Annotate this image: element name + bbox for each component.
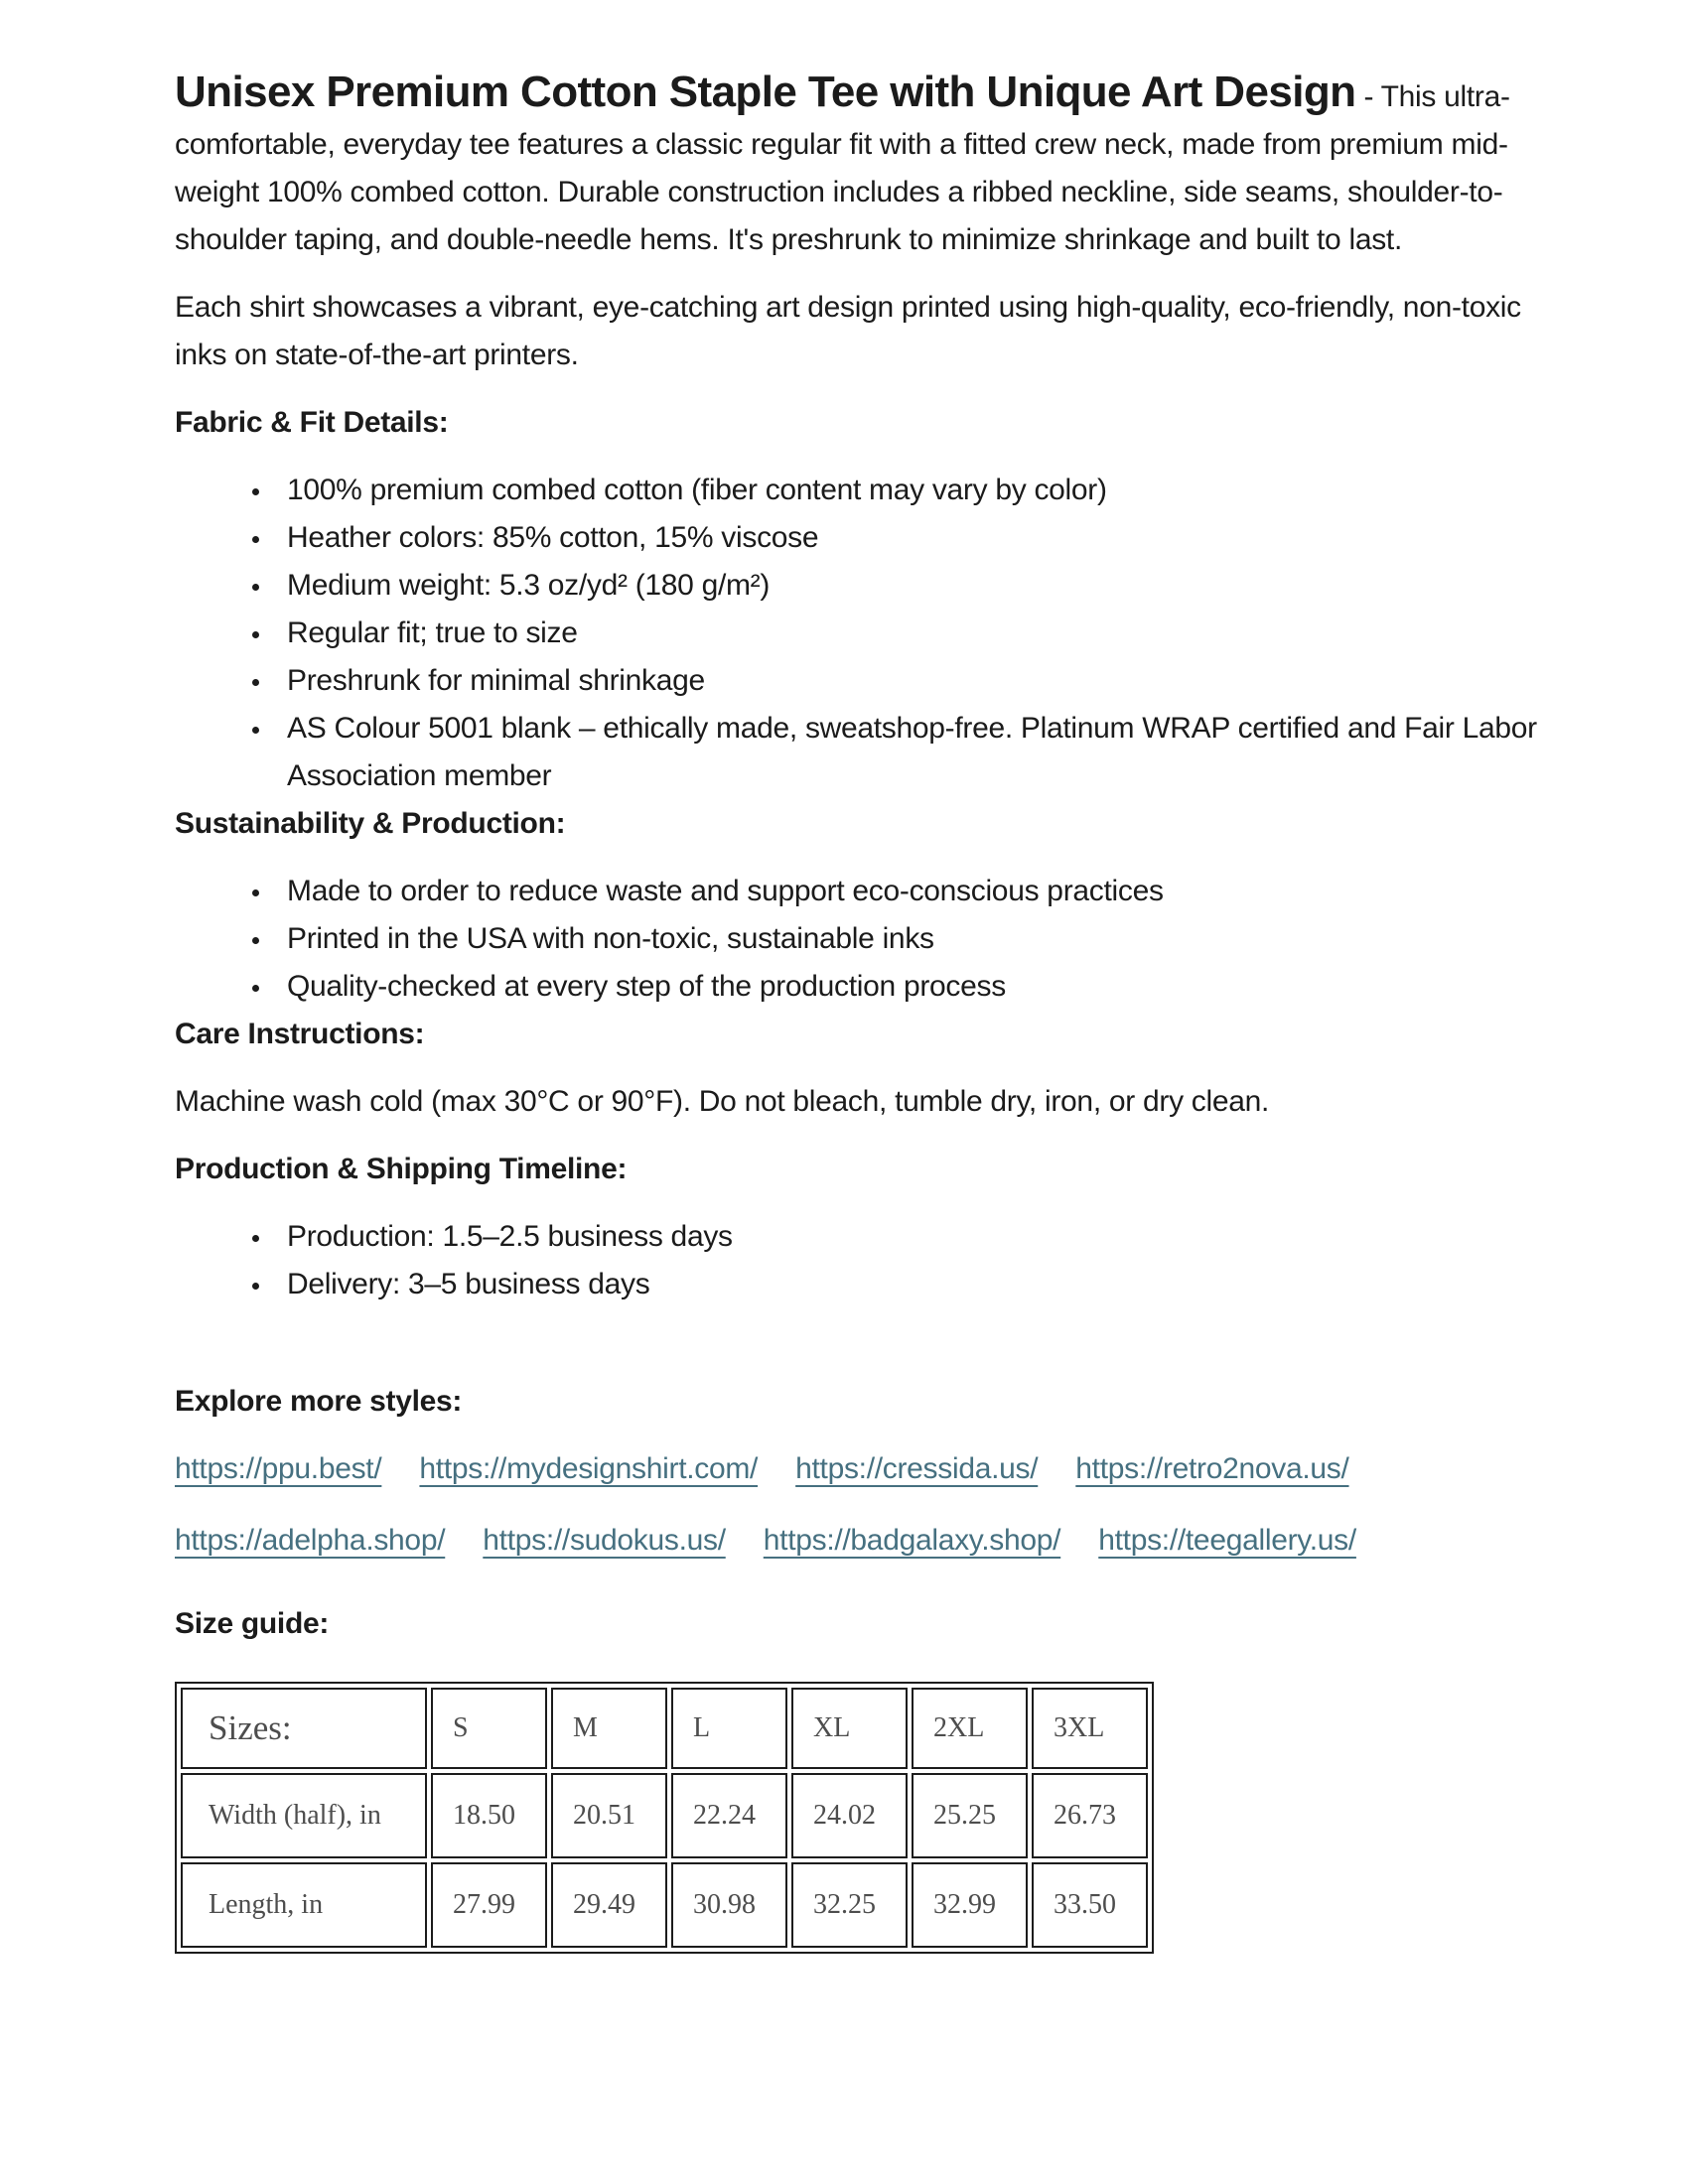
list-item: • Printed in the USA with non-toxic, sustainable inks: [273, 915, 1559, 963]
heading-explore-styles: Explore more styles:: [175, 1385, 463, 1418]
link-ppu-best[interactable]: https://ppu.best/: [175, 1452, 382, 1485]
table-row-width: [181, 1773, 1148, 1858]
timeline-list: [175, 1213, 1559, 1308]
link-cressida[interactable]: https://cressida.us/: [795, 1452, 1039, 1485]
link-sudokus[interactable]: https://sudokus.us/: [483, 1524, 726, 1557]
heading-production-shipping: Production & Shipping Timeline:: [175, 1153, 628, 1185]
list-item: • Quality-checked at every step of the production process: [273, 963, 1559, 1011]
table-row-label: Length, in: [181, 1862, 427, 1948]
link-teegallery[interactable]: https://teegallery.us/: [1098, 1524, 1356, 1557]
table-cell: 25.25: [912, 1773, 1028, 1858]
intro-continuation-text: - This ultra-comfortable, everyday tee features a classic regular fit with a fitted crew neck, made from premium mid-weight 100% combed cotton. Durable construction includes a ribbed neckline, side seams, shoulder-to-shoulder taping, and double-needle hems. It's preshrunk to minimize shrinkage and built to last.: [175, 80, 1510, 256]
product-intro-block: [175, 64, 1559, 264]
list-item: • Delivery: 3–5 business days: [273, 1261, 1559, 1308]
list-item: • Production: 1.5–2.5 business days: [273, 1213, 1559, 1261]
table-cell: 32.99: [912, 1862, 1028, 1948]
table-header-row: [181, 1688, 1148, 1769]
table-cell: 27.99: [431, 1862, 547, 1948]
list-item: • Heather colors: 85% cotton, 15% viscose: [273, 514, 1559, 562]
table-row-length: [181, 1862, 1148, 1948]
link-badgalaxy[interactable]: https://badgalaxy.shop/: [763, 1524, 1061, 1557]
table-cell: 26.73: [1032, 1773, 1148, 1858]
table-row-label: Width (half), in: [181, 1773, 427, 1858]
list-item: • 100% premium combed cotton (fiber content may vary by color): [273, 467, 1559, 514]
list-item: • Made to order to reduce waste and support eco-conscious practices: [273, 868, 1559, 915]
heading-care-instructions: Care Instructions:: [175, 1018, 425, 1050]
table-header-cell: Sizes:: [181, 1688, 427, 1769]
link-adelpha[interactable]: https://adelpha.shop/: [175, 1524, 446, 1557]
table-cell: 33.50: [1032, 1862, 1148, 1948]
size-guide-table: [175, 1682, 1154, 1954]
table-header-cell: 3XL: [1032, 1688, 1148, 1769]
links-row-2: [175, 1517, 1559, 1565]
printing-paragraph: Each shirt showcases a vibrant, eye-catching art design printed using high-quality, eco-friendly, non-toxic inks on state-of-the-art printers.: [175, 291, 1521, 371]
link-retro2nova[interactable]: https://retro2nova.us/: [1075, 1452, 1349, 1485]
table-header-cell: XL: [791, 1688, 908, 1769]
table-header-cell: M: [551, 1688, 667, 1769]
table-header-cell: S: [431, 1688, 547, 1769]
heading-sustainability: Sustainability & Production:: [175, 807, 566, 840]
link-mydesignshirt[interactable]: https://mydesignshirt.com/: [419, 1452, 759, 1485]
table-cell: 24.02: [791, 1773, 908, 1858]
list-item: • Regular fit; true to size: [273, 610, 1559, 657]
heading-size-guide: Size guide:: [175, 1607, 330, 1640]
links-row-1: [175, 1445, 1559, 1493]
table-cell: 32.25: [791, 1862, 908, 1948]
table-cell: 18.50: [431, 1773, 547, 1858]
sustainability-list: [175, 868, 1559, 1011]
table-cell: 29.49: [551, 1862, 667, 1948]
table-cell: 20.51: [551, 1773, 667, 1858]
table-cell: 30.98: [671, 1862, 787, 1948]
list-item: • Preshrunk for minimal shrinkage: [273, 657, 1559, 705]
care-instructions-text: Machine wash cold (max 30°C or 90°F). Do not bleach, tumble dry, iron, or dry clean.: [175, 1085, 1270, 1118]
heading-fabric-fit: Fabric & Fit Details:: [175, 406, 449, 439]
table-cell: 22.24: [671, 1773, 787, 1858]
list-item: • Medium weight: 5.3 oz/yd² (180 g/m²): [273, 562, 1559, 610]
list-item: • AS Colour 5001 blank – ethically made, sweatshop-free. Platinum WRAP certified and Fair Labor Association member: [273, 705, 1559, 800]
table-header-cell: L: [671, 1688, 787, 1769]
fabric-fit-list: [175, 467, 1559, 800]
table-header-cell: 2XL: [912, 1688, 1028, 1769]
product-title: Unisex Premium Cotton Staple Tee with Unique Art Design: [175, 68, 1356, 116]
